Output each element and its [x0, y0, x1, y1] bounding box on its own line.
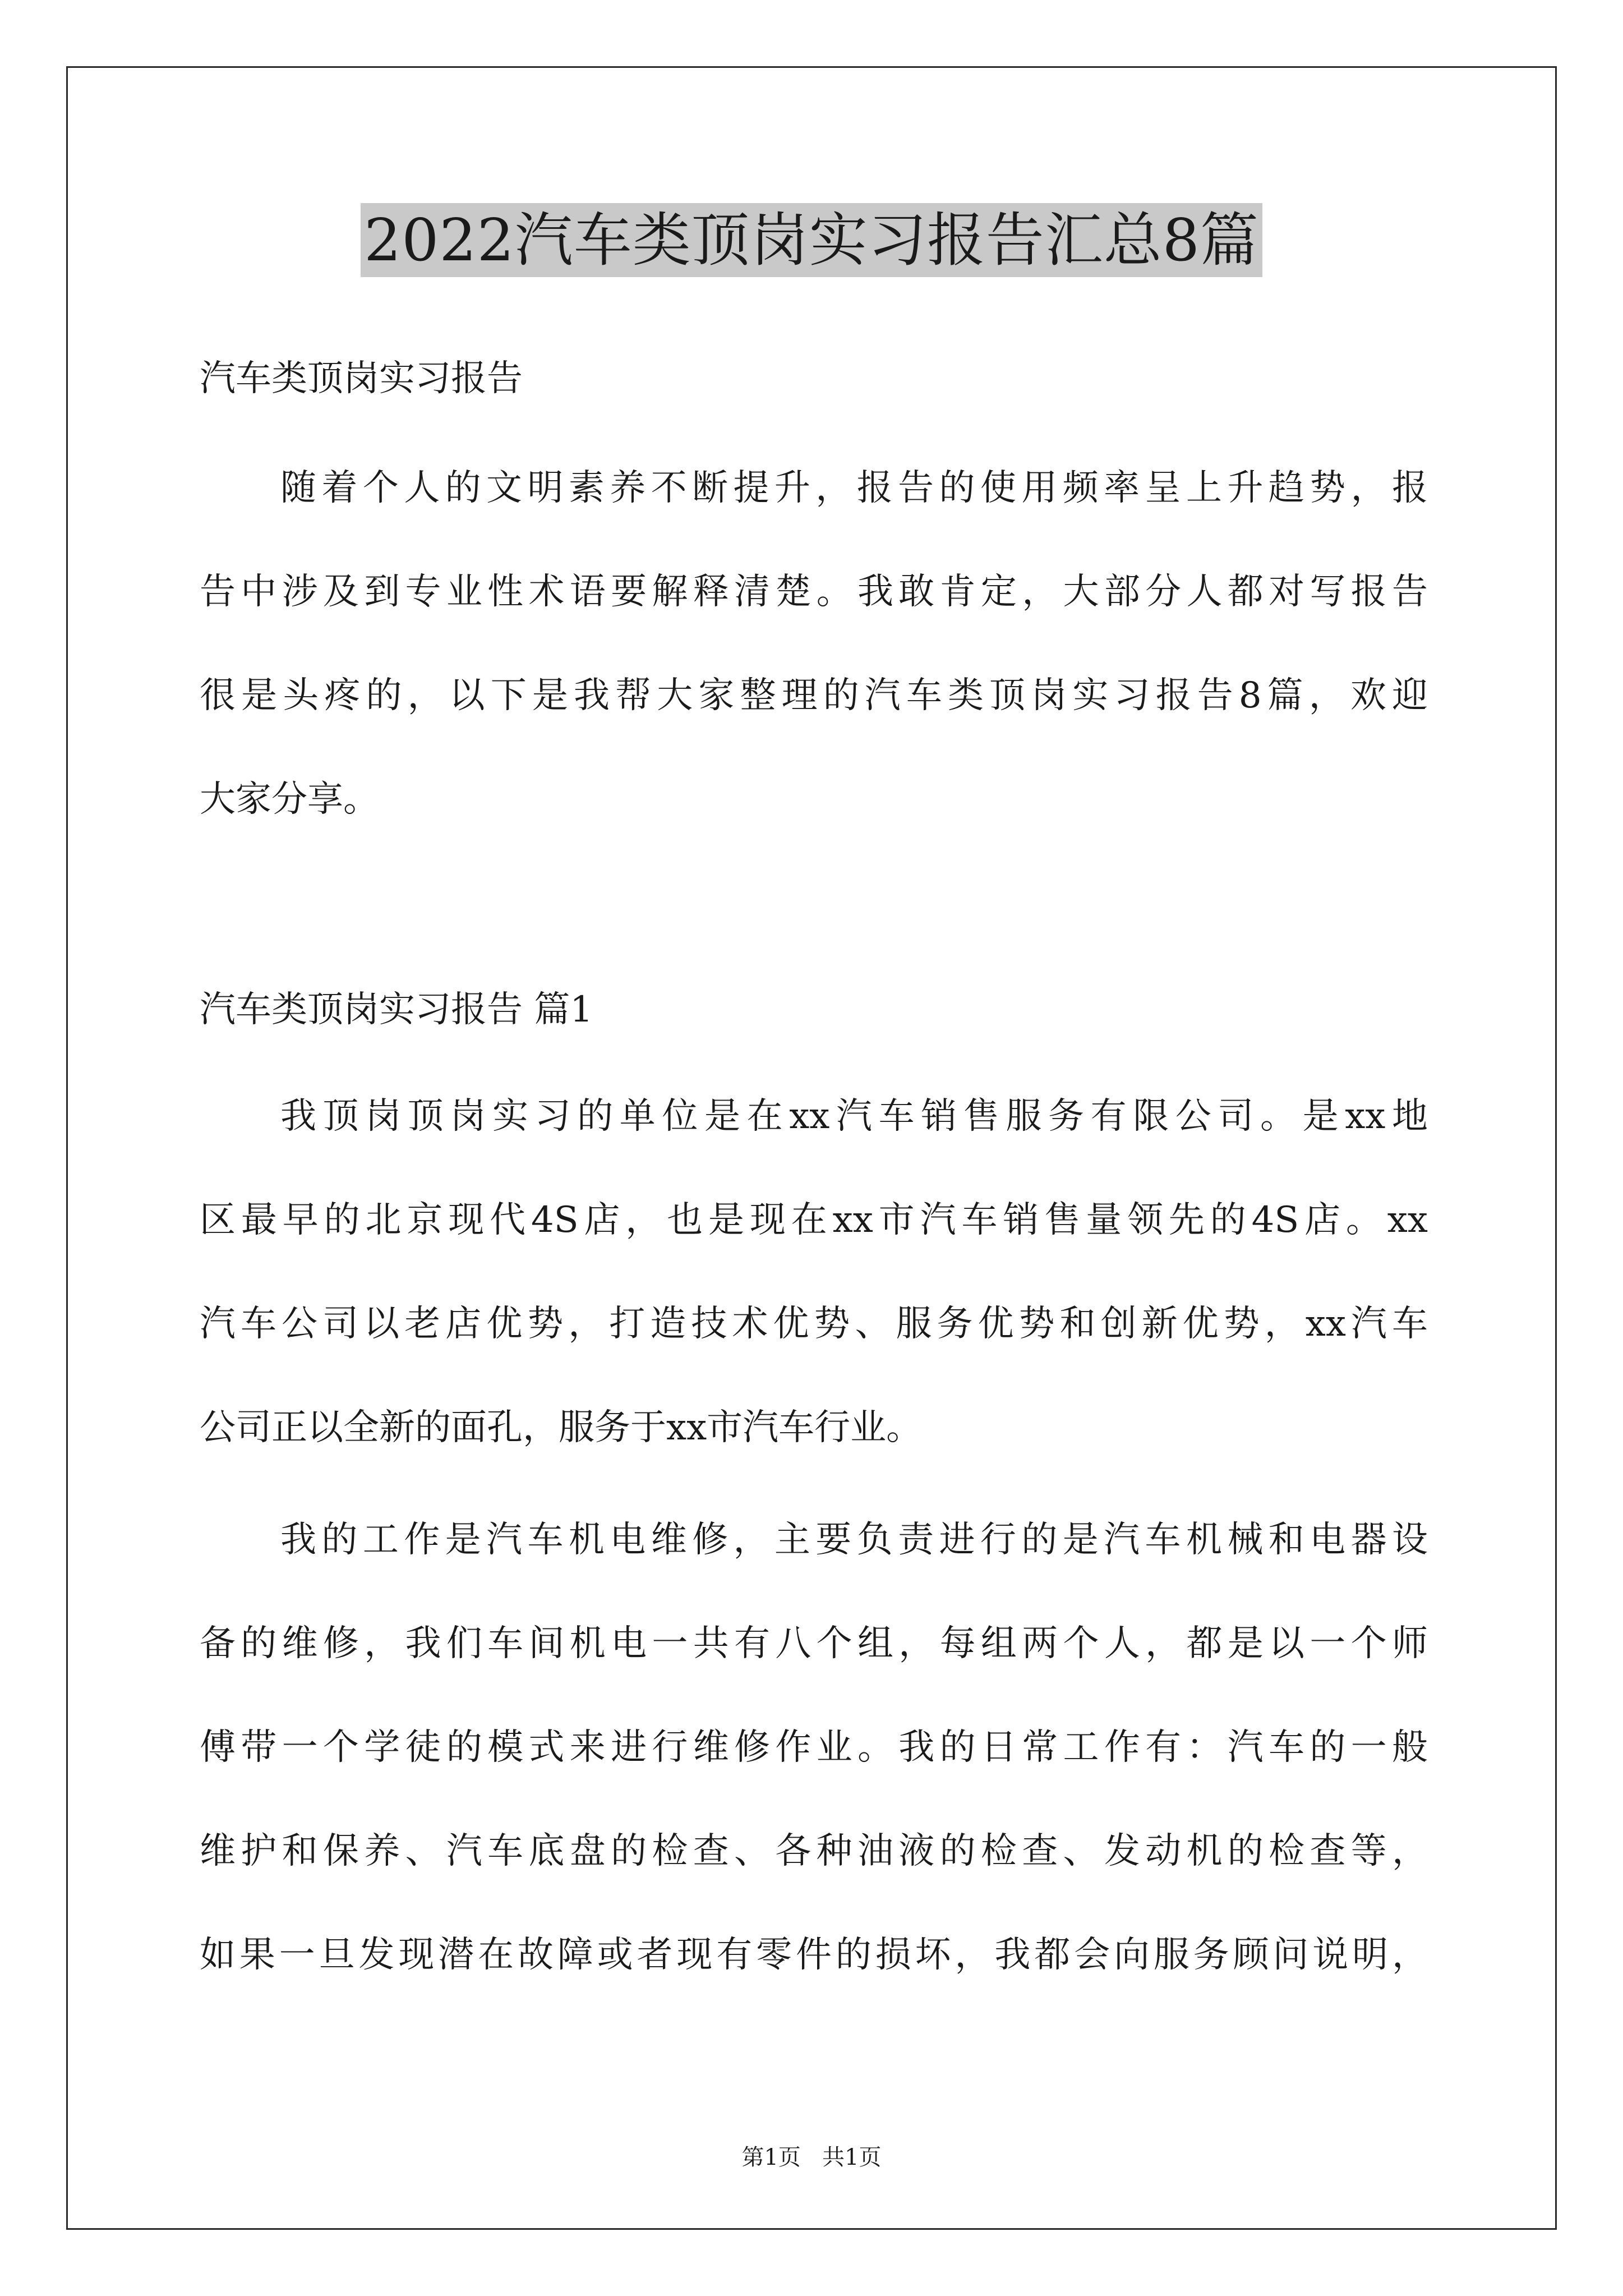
paragraph-line: 公司正以全新的面孔，服务于xx市汽车行业。 [200, 1407, 923, 1448]
paragraph-line: 维护和保养、汽车底盘的检查、各种油液的检查、发动机的检查等， [200, 1830, 1428, 1872]
intro-line: 大家分享。 [200, 779, 379, 820]
paragraph-line: 汽车公司以老店优势，打造技术优势、服务优势和创新优势，xx汽车 [200, 1303, 1428, 1345]
paragraph-line: 如果一旦发现潜在故障或者现有零件的损坏，我都会向服务顾问说明， [200, 1934, 1428, 1976]
document-title: 2022汽车类顶岗实习报告汇总8篇 [361, 203, 1262, 277]
title-container [0, 203, 1623, 277]
intro-line: 很是头疼的，以下是我帮大家整理的汽车类顶岗实习报告8篇，欢迎 [200, 675, 1428, 716]
intro-heading: 汽车类顶岗实习报告 [200, 358, 523, 399]
intro-line: 告中涉及到专业性术语要解释清楚。我敢肯定，大部分人都对写报告 [200, 571, 1428, 613]
paragraph-line: 我的工作是汽车机电维修，主要负责进行的是汽车机械和电器设 [280, 1519, 1428, 1561]
paragraph-line: 我顶岗顶岗实习的单位是在xx汽车销售服务有限公司。是xx地 [280, 1096, 1428, 1137]
page-footer: 第1页 共1页 [741, 2145, 882, 2170]
paragraph-line: 区最早的北京现代4S店，也是现在xx市汽车销售量领先的4S店。xx [200, 1199, 1428, 1241]
paragraph-line: 备的维修，我们车间机电一共有八个组，每组两个人，都是以一个师 [200, 1623, 1428, 1664]
section-heading: 汽车类顶岗实习报告 篇1 [200, 989, 593, 1030]
paragraph-line: 傅带一个学徒的模式来进行维修作业。我的日常工作有：汽车的一般 [200, 1727, 1428, 1768]
intro-line: 随着个人的文明素养不断提升，报告的使用频率呈上升趋势，报 [280, 467, 1428, 509]
